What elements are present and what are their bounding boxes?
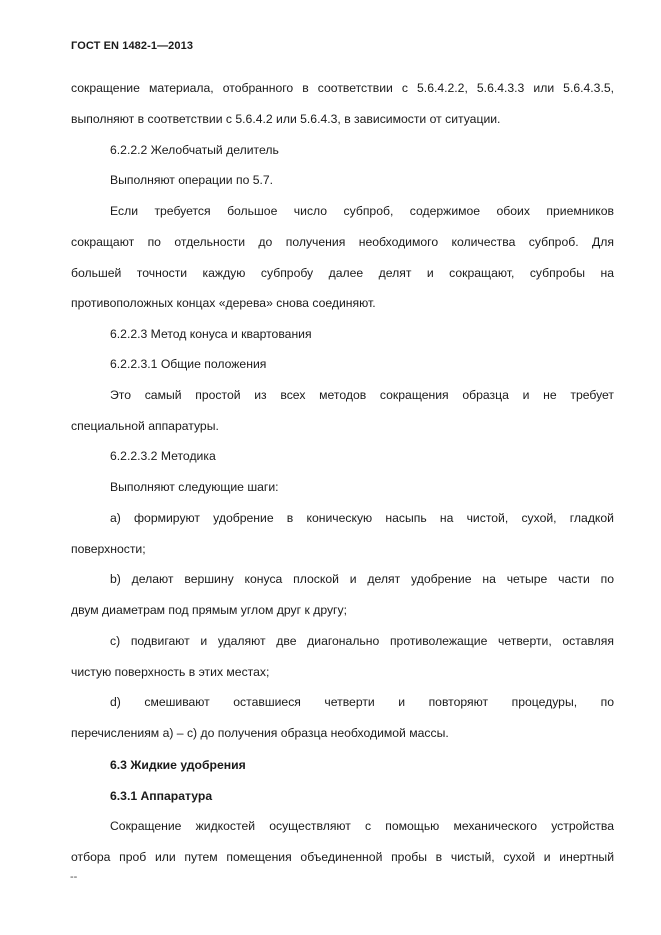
text-line: Если требуется большое число субпроб, содержимое обоих приемников: [110, 204, 614, 218]
footer-mark: --: [70, 871, 78, 883]
text-line: чистую поверхность в этих местах;: [71, 665, 270, 679]
text-line: Сокращение жидкостей осуществляют с помощью механического устройства: [110, 819, 614, 833]
section-heading: 6.3.1 Аппаратура: [110, 789, 213, 803]
section-heading: 6.3 Жидкие удобрения: [110, 758, 246, 772]
section-heading: 6.2.2.3 Метод конуса и квартования: [110, 327, 312, 341]
text-line: двум диаметрам под прямым углом друг к другу;: [71, 603, 347, 617]
text-line: сокращение материала, отобранного в соответствии с 5.6.4.2.2, 5.6.4.3.3 или 5.6.4.3.5,: [71, 81, 614, 95]
text-line: поверхности;: [71, 542, 146, 556]
list-item: a) формируют удобрение в коническую насыпь на чистой, сухой, гладкой: [110, 511, 614, 525]
text-line: перечислениям а) – с) до получения образца необходимой массы.: [71, 726, 449, 740]
list-item: d) смешивают оставшиеся четверти и повторяют процедуры, по: [110, 695, 614, 709]
text-line: большей точности каждую субпробу далее делят и сокращают, субпробы на: [71, 266, 614, 280]
document-header: ГОСТ EN 1482-1—2013: [71, 40, 194, 52]
text-line: отбора проб или путем помещения объединенной пробы в чистый, сухой и инертный: [71, 850, 614, 864]
text-line: Это самый простой из всех методов сокращения образца и не требует: [110, 388, 614, 402]
text-line: сокращают по отдельности до получения необходимого количества субпроб. Для: [71, 235, 614, 249]
list-item: b) делают вершину конуса плоской и делят удобрение на четыре части по: [110, 572, 614, 586]
section-heading: 6.2.2.3.2 Методика: [110, 449, 216, 463]
text-line: противоположных концах «дерева» снова соединяют.: [71, 296, 376, 310]
text-line: выполняют в соответствии с 5.6.4.2 или 5.6.4.3, в зависимости от ситуации.: [71, 112, 501, 126]
text-line: Выполняют следующие шаги:: [110, 480, 279, 494]
section-heading: 6.2.2.2 Желобчатый делитель: [110, 143, 279, 157]
text-line: специальной аппаратуры.: [71, 419, 219, 433]
text-line: Выполняют операции по 5.7.: [110, 173, 274, 187]
list-item: c) подвигают и удаляют две диагонально противолежащие четверти, оставляя: [110, 634, 614, 648]
section-heading: 6.2.2.3.1 Общие положения: [110, 357, 267, 371]
